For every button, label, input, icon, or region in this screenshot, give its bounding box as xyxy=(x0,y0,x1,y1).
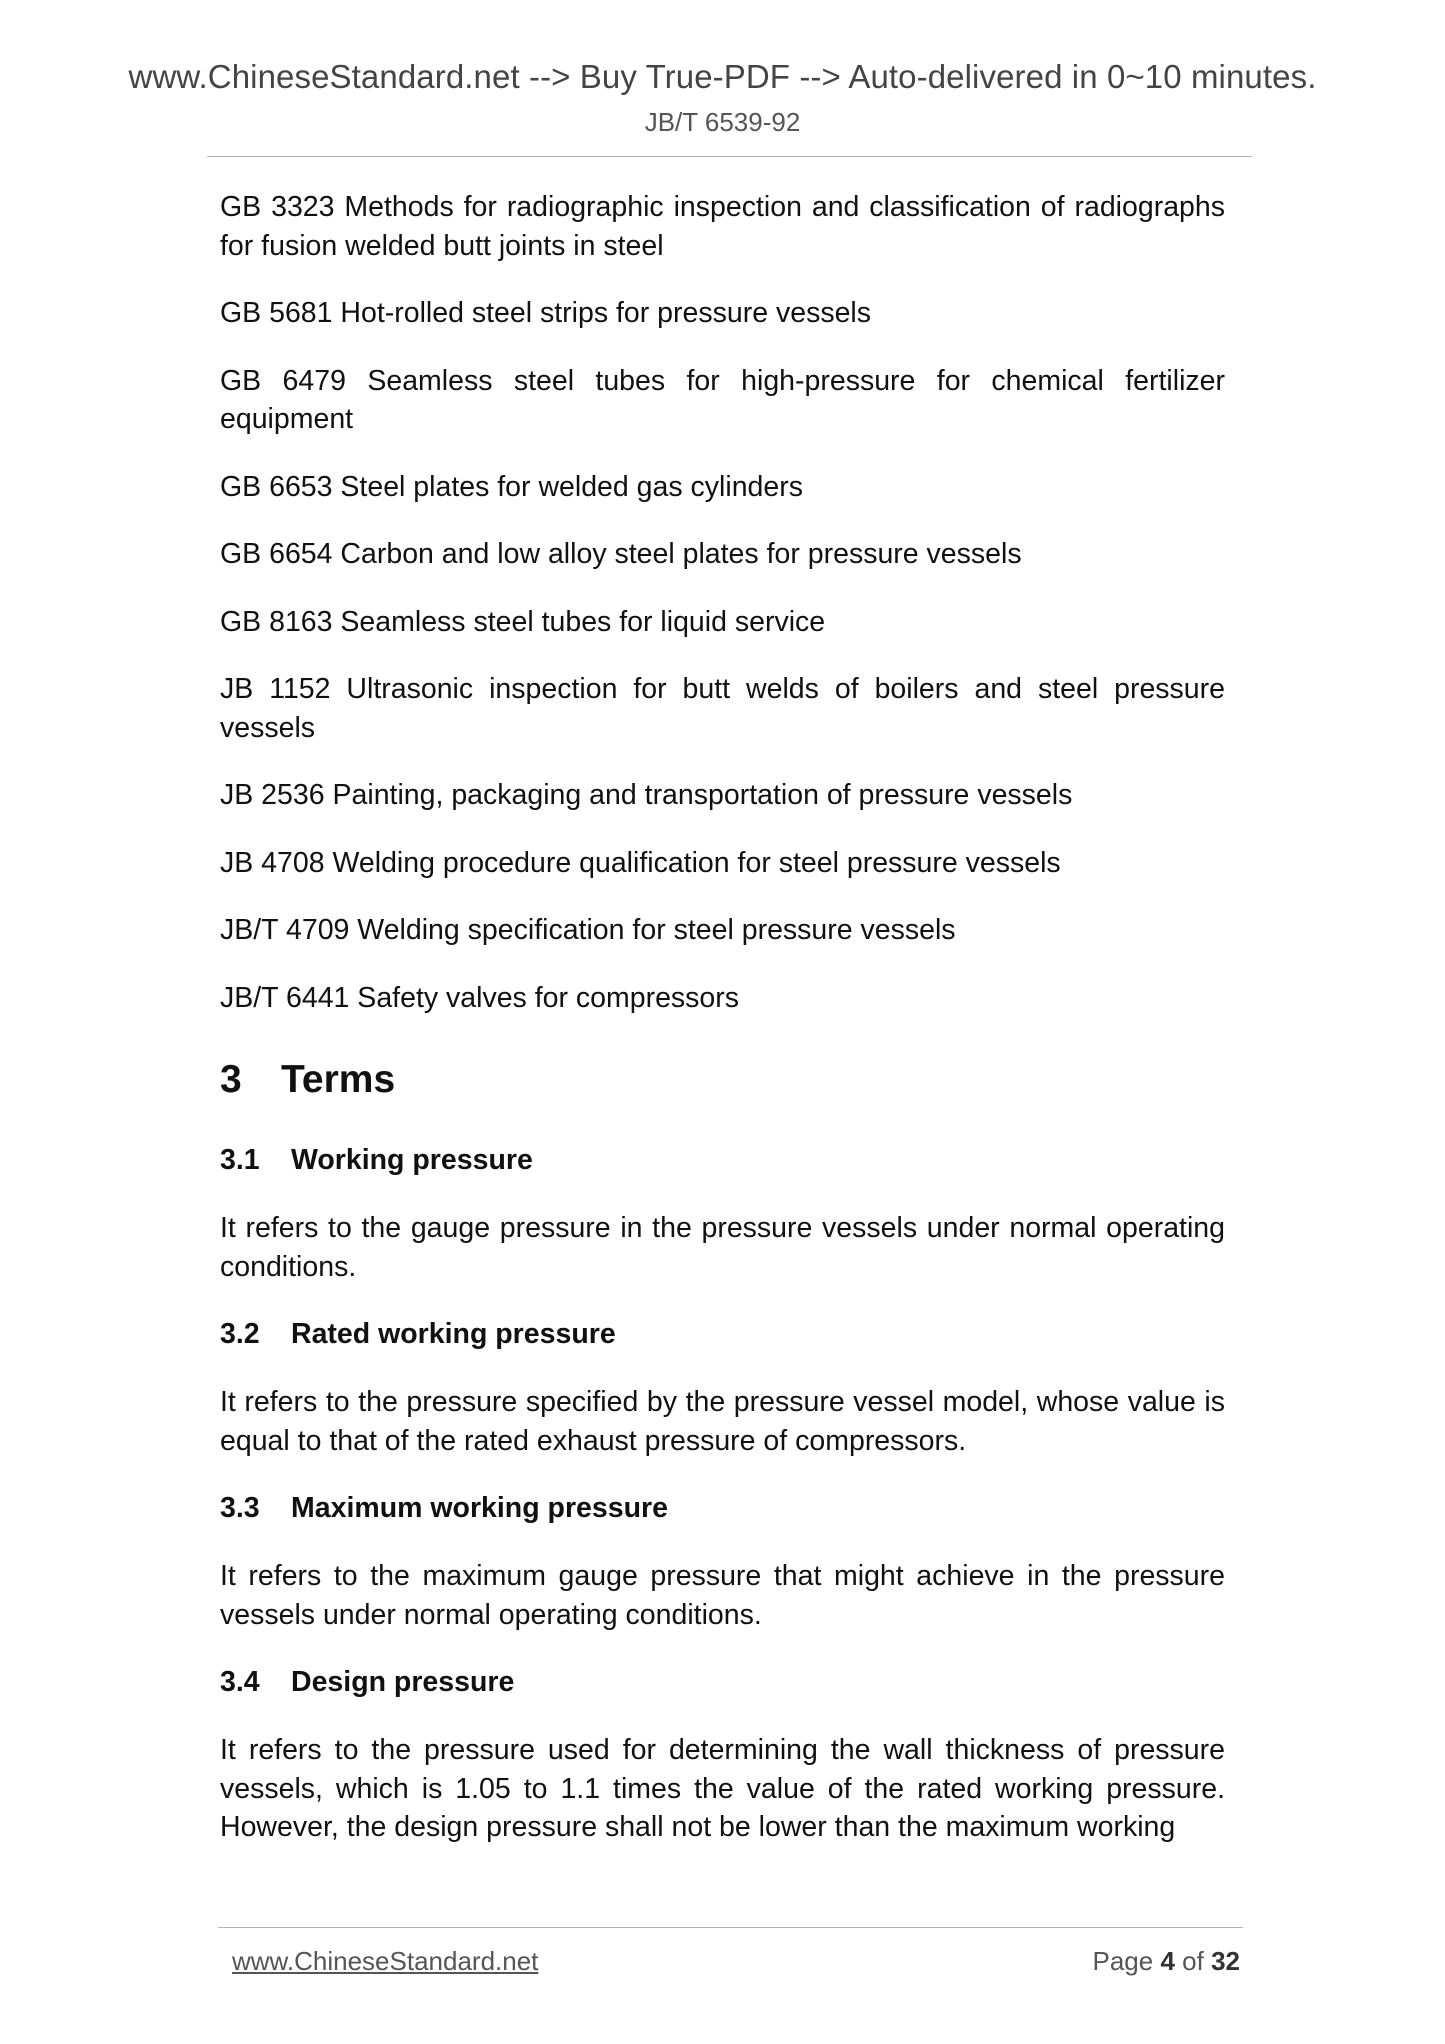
section-number: 3 xyxy=(220,1058,242,1101)
page-label: Page xyxy=(1092,1946,1154,1976)
header-banner: www.ChineseStandard.net --> Buy True-PDF --> Auto-delivered in 0~10 minutes. xyxy=(128,58,1317,95)
reference-item: GB 3323 Methods for radiographic inspection and classification of radiographs for fusion welded butt joints in steel xyxy=(220,191,1225,262)
reference-item: JB/T 4709 Welding specification for steel pressure vessels xyxy=(220,914,956,946)
term-number: 3.3 xyxy=(220,1492,260,1524)
reference-item: GB 6479 Seamless steel tubes for high-pressure for chemical fertilizer equipment xyxy=(220,364,1225,435)
term-number: 3.1 xyxy=(220,1144,260,1176)
total-pages: 32 xyxy=(1211,1946,1240,1976)
reference-item: JB/T 6441 Safety valves for compressors xyxy=(220,981,740,1014)
reference-item: GB 6653 Steel plates for welded gas cylinders xyxy=(220,470,803,503)
page-indicator xyxy=(1092,1946,1240,1977)
term-heading xyxy=(220,1141,1225,1179)
page-content xyxy=(220,188,1225,1876)
term-title: Design pressure xyxy=(291,1666,515,1698)
term-definition: It refers to the maximum gauge pressure that might achieve in the pressure vessels under normal operating conditions. xyxy=(220,1560,1225,1631)
reference-item: JB 1152 Ultrasonic inspection for butt welds of boilers and steel pressure vessels xyxy=(220,673,1225,744)
reference-item: GB 8163 Seamless steel tubes for liquid service xyxy=(220,605,826,638)
current-page: 4 xyxy=(1160,1946,1175,1976)
footer-divider xyxy=(218,1927,1243,1928)
reference-item: GB 5681 Hot-rolled steel strips for pressure vessels xyxy=(220,297,872,329)
term-number: 3.4 xyxy=(220,1666,260,1698)
section-heading xyxy=(220,1057,1225,1103)
term-title: Working pressure xyxy=(291,1144,533,1176)
section-title: Terms xyxy=(281,1058,396,1101)
reference-item: JB 2536 Painting, packaging and transportation of pressure vessels xyxy=(220,779,1073,811)
term-definition: It refers to the pressure specified by the pressure vessel model, whose value is equal to that of the rated exhaust pressure of compressors. xyxy=(220,1386,1225,1457)
term-title: Maximum working pressure xyxy=(291,1492,668,1524)
term-title: Rated working pressure xyxy=(291,1318,616,1350)
term-heading xyxy=(220,1663,1225,1701)
term-number: 3.2 xyxy=(220,1318,260,1350)
term-definition: It refers to the pressure used for determining the wall thickness of pressure vessels, which is 1.05 to 1.1 times the value of the rated working pressure. However, the design pressure shall not be lower than the maximum working xyxy=(220,1734,1225,1843)
term-heading xyxy=(220,1315,1225,1353)
term-heading xyxy=(220,1489,1225,1527)
document-id: JB/T 6539-92 xyxy=(644,107,801,137)
reference-item: JB 4708 Welding procedure qualification for steel pressure vessels xyxy=(220,846,1061,879)
term-definition: It refers to the gauge pressure in the pressure vessels under normal operating conditions. xyxy=(220,1212,1225,1283)
header-divider xyxy=(207,156,1252,157)
footer-site-link[interactable]: www.ChineseStandard.net xyxy=(232,1946,539,1976)
page-of-label: of xyxy=(1182,1946,1204,1976)
reference-item: GB 6654 Carbon and low alloy steel plates for pressure vessels xyxy=(220,538,1022,570)
